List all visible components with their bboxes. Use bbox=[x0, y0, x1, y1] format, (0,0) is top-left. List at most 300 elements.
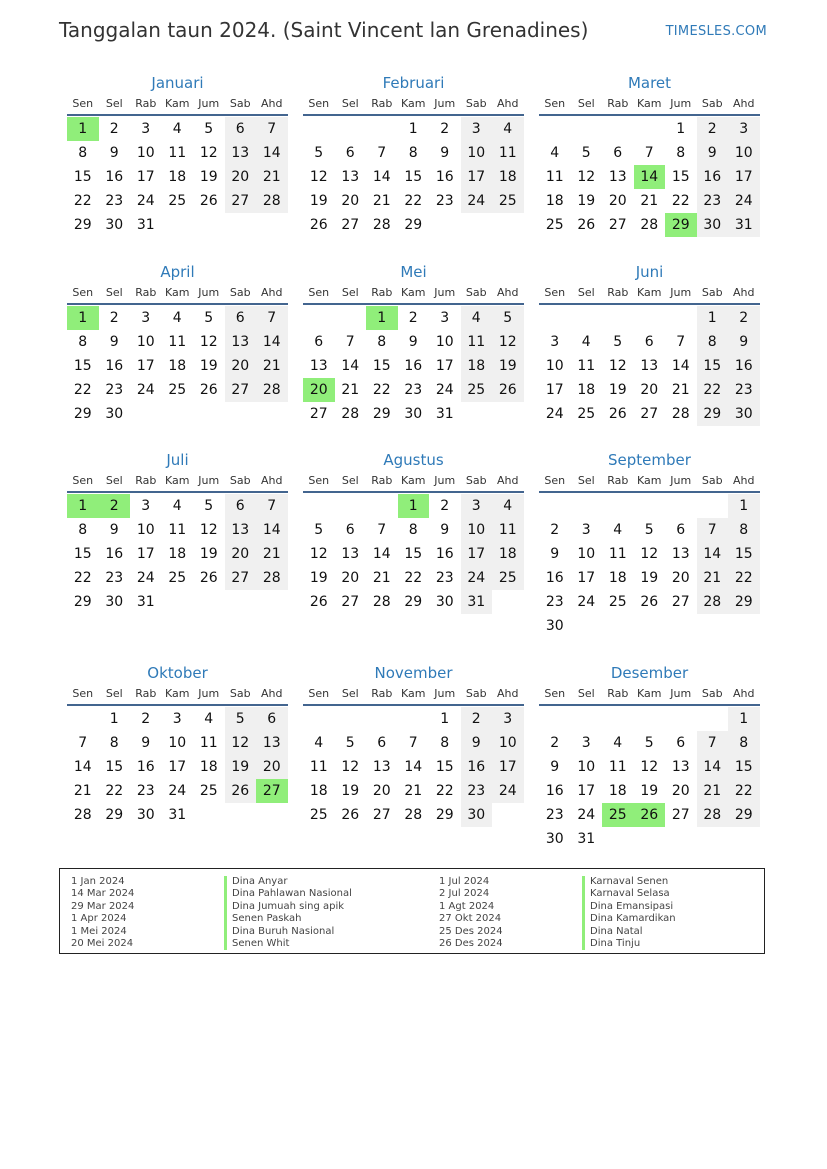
empty-cell bbox=[539, 117, 571, 141]
day-cell: 14 bbox=[671, 358, 690, 374]
day-cell: 29 bbox=[73, 217, 92, 233]
day-cell: 18 bbox=[577, 382, 596, 398]
day-cell: 19 bbox=[640, 783, 659, 799]
weekday-label: Kam bbox=[401, 97, 426, 110]
day-cell: 16 bbox=[545, 570, 564, 586]
weekday-label: Kam bbox=[401, 687, 426, 700]
weekday-label: Jum bbox=[434, 286, 456, 299]
day-cell: 19 bbox=[640, 570, 659, 586]
day-cell: 18 bbox=[168, 546, 187, 562]
weekday-label: Sen bbox=[72, 474, 94, 487]
day-cell: 22 bbox=[404, 570, 423, 586]
legend-holiday-name: Dina Buruh Nasional bbox=[224, 926, 352, 938]
day-cell: 6 bbox=[314, 334, 324, 350]
day-cell: 5 bbox=[204, 121, 214, 137]
day-cell: 7 bbox=[697, 518, 729, 542]
day-cell: 8 bbox=[78, 522, 88, 538]
weekday-label: Kam bbox=[401, 474, 426, 487]
empty-cell bbox=[602, 707, 634, 731]
day-cell: 29 bbox=[73, 594, 92, 610]
day-cell: 24 bbox=[492, 779, 524, 803]
day-cell: 28 bbox=[372, 217, 391, 233]
day-cell: 3 bbox=[141, 121, 151, 137]
day-cell: 25 bbox=[461, 378, 493, 402]
day-cell: 9 bbox=[141, 735, 151, 751]
day-cell: 24 bbox=[136, 570, 155, 586]
weekday-label: Rab bbox=[607, 97, 629, 110]
month-mei bbox=[303, 260, 524, 426]
day-cell: 5 bbox=[581, 145, 591, 161]
day-cell: 7 bbox=[256, 494, 288, 518]
day-cell: 1 bbox=[728, 707, 760, 731]
day-cell: 16 bbox=[728, 354, 760, 378]
day-cell: 23 bbox=[105, 382, 124, 398]
day-grid bbox=[539, 494, 760, 638]
weekday-header bbox=[303, 471, 524, 493]
weekday-header bbox=[67, 283, 288, 305]
weekday-label: Ahd bbox=[497, 286, 519, 299]
day-cell: 27 bbox=[341, 594, 360, 610]
legend-holiday-name: Dina Emansipasi bbox=[582, 901, 676, 913]
day-cell: 28 bbox=[372, 594, 391, 610]
empty-cell bbox=[571, 306, 603, 330]
day-cell: 26 bbox=[309, 594, 328, 610]
weekday-label: Jum bbox=[670, 97, 692, 110]
day-cell: 22 bbox=[372, 382, 391, 398]
weekday-label: Jum bbox=[198, 687, 220, 700]
day-cell: 25 bbox=[492, 566, 524, 590]
day-cell: 17 bbox=[168, 759, 187, 775]
day-cell: 6 bbox=[644, 334, 654, 350]
day-grid bbox=[67, 494, 288, 614]
empty-cell bbox=[67, 707, 99, 731]
holiday-day-cell: 1 bbox=[398, 494, 430, 518]
day-cell: 17 bbox=[728, 165, 760, 189]
holiday-day-cell: 1 bbox=[67, 494, 99, 518]
empty-cell bbox=[335, 117, 367, 141]
day-cell: 15 bbox=[73, 358, 92, 374]
legend-date: 26 Des 2024 bbox=[439, 938, 503, 950]
day-cell: 18 bbox=[168, 358, 187, 374]
day-cell: 2 bbox=[141, 711, 151, 727]
day-cell: 10 bbox=[136, 145, 155, 161]
weekday-header bbox=[303, 94, 524, 116]
day-cell: 13 bbox=[309, 358, 328, 374]
empty-cell bbox=[602, 306, 634, 330]
day-cell: 9 bbox=[408, 334, 418, 350]
day-cell: 24 bbox=[461, 189, 493, 213]
empty-cell bbox=[303, 494, 335, 518]
day-cell: 23 bbox=[435, 193, 454, 209]
day-cell: 23 bbox=[545, 807, 564, 823]
weekday-label: Sab bbox=[701, 474, 723, 487]
day-cell: 17 bbox=[577, 783, 596, 799]
weekday-label: Sab bbox=[229, 286, 251, 299]
weekday-label: Ahd bbox=[497, 474, 519, 487]
weekday-label: Sel bbox=[105, 474, 123, 487]
weekday-label: Ahd bbox=[261, 286, 283, 299]
empty-cell bbox=[634, 707, 666, 731]
day-cell: 4 bbox=[204, 711, 214, 727]
day-cell: 16 bbox=[697, 165, 729, 189]
legend-holiday-name: Dina Tinju bbox=[582, 938, 676, 950]
legend-date: 1 Jan 2024 bbox=[71, 876, 125, 887]
weekday-label: Kam bbox=[165, 474, 190, 487]
day-cell: 21 bbox=[640, 193, 659, 209]
day-cell: 25 bbox=[309, 807, 328, 823]
day-cell: 4 bbox=[613, 522, 623, 538]
day-cell: 10 bbox=[577, 759, 596, 775]
day-grid bbox=[539, 707, 760, 851]
day-cell: 13 bbox=[341, 169, 360, 185]
legend-holiday-name: Dina Pahlawan Nasional bbox=[224, 888, 352, 900]
day-cell: 23 bbox=[105, 193, 124, 209]
day-cell: 28 bbox=[256, 189, 288, 213]
day-cell: 2 bbox=[408, 310, 418, 326]
weekday-label: Jum bbox=[198, 286, 220, 299]
legend-dates-left bbox=[71, 876, 134, 950]
weekday-label: Ahd bbox=[497, 687, 519, 700]
holiday-day-cell: 27 bbox=[256, 779, 288, 803]
day-cell: 21 bbox=[372, 570, 391, 586]
day-cell: 22 bbox=[697, 378, 729, 402]
month-title: Mei bbox=[400, 263, 427, 281]
day-cell: 1 bbox=[697, 306, 729, 330]
day-cell: 12 bbox=[341, 759, 360, 775]
day-cell: 15 bbox=[697, 354, 729, 378]
weekday-label: Kam bbox=[637, 474, 662, 487]
day-cell: 20 bbox=[671, 570, 690, 586]
empty-cell bbox=[335, 494, 367, 518]
day-cell: 7 bbox=[78, 735, 88, 751]
day-cell: 14 bbox=[697, 755, 729, 779]
day-cell: 26 bbox=[640, 594, 659, 610]
day-cell: 3 bbox=[141, 498, 151, 514]
weekday-label: Kam bbox=[165, 286, 190, 299]
day-cell: 22 bbox=[728, 779, 760, 803]
day-cell: 10 bbox=[545, 358, 564, 374]
month-agustus bbox=[303, 448, 524, 614]
month-title: Agustus bbox=[383, 451, 444, 469]
holiday-day-cell: 29 bbox=[665, 213, 697, 237]
day-cell: 14 bbox=[73, 759, 92, 775]
month-title: Juli bbox=[166, 451, 189, 469]
weekday-label: Sab bbox=[229, 97, 251, 110]
weekday-label: Rab bbox=[135, 474, 157, 487]
legend-date: 1 Apr 2024 bbox=[71, 913, 127, 925]
weekday-label: Jum bbox=[434, 687, 456, 700]
day-cell: 18 bbox=[199, 759, 218, 775]
day-cell: 9 bbox=[109, 145, 119, 161]
weekday-label: Ahd bbox=[261, 97, 283, 110]
empty-cell bbox=[366, 117, 398, 141]
empty-cell bbox=[571, 117, 603, 141]
day-cell: 8 bbox=[676, 145, 686, 161]
weekday-header bbox=[539, 684, 760, 706]
day-cell: 24 bbox=[577, 594, 596, 610]
day-cell: 5 bbox=[345, 735, 355, 751]
day-cell: 21 bbox=[671, 382, 690, 398]
day-cell: 20 bbox=[608, 193, 627, 209]
month-juni bbox=[539, 260, 760, 426]
day-cell: 27 bbox=[640, 406, 659, 422]
weekday-label: Jum bbox=[670, 687, 692, 700]
day-cell: 24 bbox=[136, 382, 155, 398]
month-april bbox=[67, 260, 288, 426]
day-cell: 9 bbox=[728, 330, 760, 354]
weekday-label: Ahd bbox=[733, 97, 755, 110]
day-cell: 26 bbox=[341, 807, 360, 823]
day-cell: 7 bbox=[256, 117, 288, 141]
day-cell: 30 bbox=[728, 402, 760, 426]
day-cell: 20 bbox=[341, 570, 360, 586]
weekday-label: Sen bbox=[308, 286, 330, 299]
day-cell: 28 bbox=[640, 217, 659, 233]
day-cell: 26 bbox=[199, 570, 218, 586]
day-cell: 16 bbox=[404, 358, 423, 374]
day-cell: 30 bbox=[105, 406, 124, 422]
weekday-label: Rab bbox=[371, 286, 393, 299]
day-cell: 28 bbox=[256, 566, 288, 590]
weekday-header bbox=[539, 94, 760, 116]
weekday-label: Sel bbox=[341, 474, 359, 487]
day-cell: 6 bbox=[676, 735, 686, 751]
day-cell: 29 bbox=[105, 807, 124, 823]
day-cell: 6 bbox=[225, 306, 257, 330]
weekday-label: Rab bbox=[371, 687, 393, 700]
day-cell: 1 bbox=[676, 121, 686, 137]
day-cell: 2 bbox=[440, 498, 450, 514]
day-cell: 8 bbox=[408, 522, 418, 538]
day-cell: 14 bbox=[256, 141, 288, 165]
holiday-day-cell: 26 bbox=[634, 803, 666, 827]
month-maret bbox=[539, 71, 760, 237]
weekday-label: Kam bbox=[637, 687, 662, 700]
empty-cell bbox=[571, 494, 603, 518]
day-cell: 11 bbox=[545, 169, 564, 185]
day-cell: 7 bbox=[345, 334, 355, 350]
day-cell: 12 bbox=[577, 169, 596, 185]
day-cell: 13 bbox=[640, 358, 659, 374]
day-cell: 29 bbox=[404, 217, 423, 233]
day-cell: 16 bbox=[435, 546, 454, 562]
month-november bbox=[303, 661, 524, 827]
day-cell: 20 bbox=[671, 783, 690, 799]
day-cell: 25 bbox=[577, 406, 596, 422]
day-cell: 22 bbox=[435, 783, 454, 799]
day-cell: 12 bbox=[640, 546, 659, 562]
day-cell: 9 bbox=[109, 334, 119, 350]
weekday-label: Sel bbox=[341, 97, 359, 110]
day-cell: 8 bbox=[78, 334, 88, 350]
day-cell: 30 bbox=[105, 594, 124, 610]
day-cell: 25 bbox=[199, 783, 218, 799]
legend-date: 25 Des 2024 bbox=[439, 925, 503, 937]
day-cell: 10 bbox=[492, 731, 524, 755]
day-cell: 24 bbox=[435, 382, 454, 398]
month-title: Juni bbox=[635, 263, 664, 281]
day-cell: 21 bbox=[256, 165, 288, 189]
day-cell: 21 bbox=[697, 779, 729, 803]
weekday-label: Ahd bbox=[261, 687, 283, 700]
legend-date: 20 Mei 2024 bbox=[71, 938, 134, 950]
day-cell: 25 bbox=[168, 570, 187, 586]
day-cell: 11 bbox=[608, 759, 627, 775]
day-cell: 18 bbox=[545, 193, 564, 209]
day-cell: 19 bbox=[199, 358, 218, 374]
legend-holiday-name: Karnaval Senen bbox=[582, 876, 676, 888]
day-cell: 12 bbox=[309, 169, 328, 185]
day-cell: 20 bbox=[225, 354, 257, 378]
weekday-label: Ahd bbox=[497, 97, 519, 110]
day-cell: 12 bbox=[225, 731, 257, 755]
day-grid bbox=[539, 117, 760, 237]
weekday-label: Sen bbox=[308, 687, 330, 700]
day-cell: 6 bbox=[256, 707, 288, 731]
day-cell: 9 bbox=[550, 546, 560, 562]
day-cell: 13 bbox=[341, 546, 360, 562]
weekday-label: Sab bbox=[229, 687, 251, 700]
holiday-day-cell: 1 bbox=[67, 117, 99, 141]
day-cell: 1 bbox=[109, 711, 119, 727]
day-cell: 31 bbox=[168, 807, 187, 823]
day-cell: 18 bbox=[309, 783, 328, 799]
day-cell: 16 bbox=[105, 169, 124, 185]
day-cell: 3 bbox=[581, 522, 591, 538]
day-cell: 22 bbox=[105, 783, 124, 799]
weekday-label: Sel bbox=[105, 97, 123, 110]
weekday-label: Jum bbox=[198, 474, 220, 487]
legend-dates-right bbox=[439, 876, 503, 950]
weekday-label: Jum bbox=[434, 474, 456, 487]
weekday-label: Sen bbox=[72, 286, 94, 299]
day-cell: 2 bbox=[697, 117, 729, 141]
month-title: Maret bbox=[627, 74, 672, 92]
day-cell: 28 bbox=[404, 807, 423, 823]
day-cell: 6 bbox=[676, 522, 686, 538]
brand-link[interactable]: TIMESLES.COM bbox=[665, 24, 767, 39]
day-cell: 19 bbox=[341, 783, 360, 799]
day-cell: 27 bbox=[671, 594, 690, 610]
day-cell: 25 bbox=[168, 382, 187, 398]
weekday-label: Sen bbox=[72, 687, 94, 700]
day-cell: 22 bbox=[728, 566, 760, 590]
day-cell: 13 bbox=[225, 330, 257, 354]
day-cell: 13 bbox=[671, 546, 690, 562]
weekday-header bbox=[67, 684, 288, 706]
day-cell: 9 bbox=[109, 522, 119, 538]
empty-cell bbox=[634, 306, 666, 330]
day-cell: 8 bbox=[440, 735, 450, 751]
day-cell: 6 bbox=[345, 145, 355, 161]
legend-holiday-name: Senen Paskah bbox=[224, 913, 352, 925]
day-cell: 28 bbox=[73, 807, 92, 823]
day-cell: 27 bbox=[372, 807, 391, 823]
day-cell: 21 bbox=[697, 566, 729, 590]
day-cell: 27 bbox=[341, 217, 360, 233]
day-cell: 21 bbox=[341, 382, 360, 398]
day-cell: 5 bbox=[644, 522, 654, 538]
day-cell: 30 bbox=[545, 831, 564, 847]
day-cell: 23 bbox=[136, 783, 155, 799]
day-cell: 8 bbox=[377, 334, 387, 350]
month-juli bbox=[67, 448, 288, 614]
holiday-legend bbox=[59, 868, 765, 954]
day-cell: 5 bbox=[204, 498, 214, 514]
day-cell: 21 bbox=[404, 783, 423, 799]
legend-holiday-name: Senen Whit bbox=[224, 938, 352, 950]
day-cell: 7 bbox=[408, 735, 418, 751]
day-cell: 18 bbox=[608, 570, 627, 586]
weekday-label: Kam bbox=[401, 286, 426, 299]
day-cell: 29 bbox=[372, 406, 391, 422]
day-cell: 27 bbox=[225, 189, 257, 213]
day-cell: 3 bbox=[461, 117, 493, 141]
day-cell: 29 bbox=[697, 402, 729, 426]
legend-names-right bbox=[582, 876, 676, 950]
month-title: September bbox=[608, 451, 691, 469]
day-cell: 10 bbox=[136, 522, 155, 538]
day-cell: 23 bbox=[545, 594, 564, 610]
day-cell: 7 bbox=[377, 145, 387, 161]
day-cell: 15 bbox=[728, 542, 760, 566]
day-cell: 8 bbox=[728, 518, 760, 542]
day-cell: 8 bbox=[78, 145, 88, 161]
day-cell: 17 bbox=[136, 546, 155, 562]
day-cell: 2 bbox=[550, 522, 560, 538]
day-cell: 16 bbox=[136, 759, 155, 775]
weekday-label: Sab bbox=[465, 286, 487, 299]
page-title: Tanggalan taun 2024. (Saint Vincent lan Grenadines) bbox=[59, 18, 589, 42]
weekday-header bbox=[303, 283, 524, 305]
day-cell: 14 bbox=[256, 330, 288, 354]
day-cell: 31 bbox=[461, 590, 493, 614]
weekday-label: Sen bbox=[308, 474, 330, 487]
day-cell: 30 bbox=[545, 618, 564, 634]
day-cell: 14 bbox=[404, 759, 423, 775]
legend-date: 29 Mar 2024 bbox=[71, 900, 135, 912]
day-cell: 20 bbox=[640, 382, 659, 398]
empty-cell bbox=[539, 494, 571, 518]
day-cell: 16 bbox=[105, 546, 124, 562]
day-cell: 30 bbox=[404, 406, 423, 422]
weekday-label: Rab bbox=[135, 286, 157, 299]
day-cell: 31 bbox=[136, 217, 155, 233]
month-title: Oktober bbox=[147, 664, 208, 682]
day-cell: 5 bbox=[492, 306, 524, 330]
legend-date: 14 Mar 2024 bbox=[71, 888, 135, 900]
day-cell: 4 bbox=[492, 117, 524, 141]
day-cell: 5 bbox=[314, 145, 324, 161]
day-cell: 10 bbox=[728, 141, 760, 165]
day-cell: 23 bbox=[435, 570, 454, 586]
day-cell: 3 bbox=[492, 707, 524, 731]
day-cell: 4 bbox=[461, 306, 493, 330]
day-cell: 3 bbox=[440, 310, 450, 326]
day-cell: 18 bbox=[492, 542, 524, 566]
day-cell: 3 bbox=[461, 494, 493, 518]
day-cell: 11 bbox=[199, 735, 218, 751]
holiday-day-cell: 1 bbox=[67, 306, 99, 330]
day-cell: 1 bbox=[408, 121, 418, 137]
day-cell: 11 bbox=[168, 145, 187, 161]
day-cell: 17 bbox=[136, 169, 155, 185]
month-title: Desember bbox=[610, 664, 689, 682]
day-cell: 6 bbox=[377, 735, 387, 751]
day-cell: 26 bbox=[608, 406, 627, 422]
day-cell: 15 bbox=[404, 546, 423, 562]
empty-cell bbox=[665, 707, 697, 731]
